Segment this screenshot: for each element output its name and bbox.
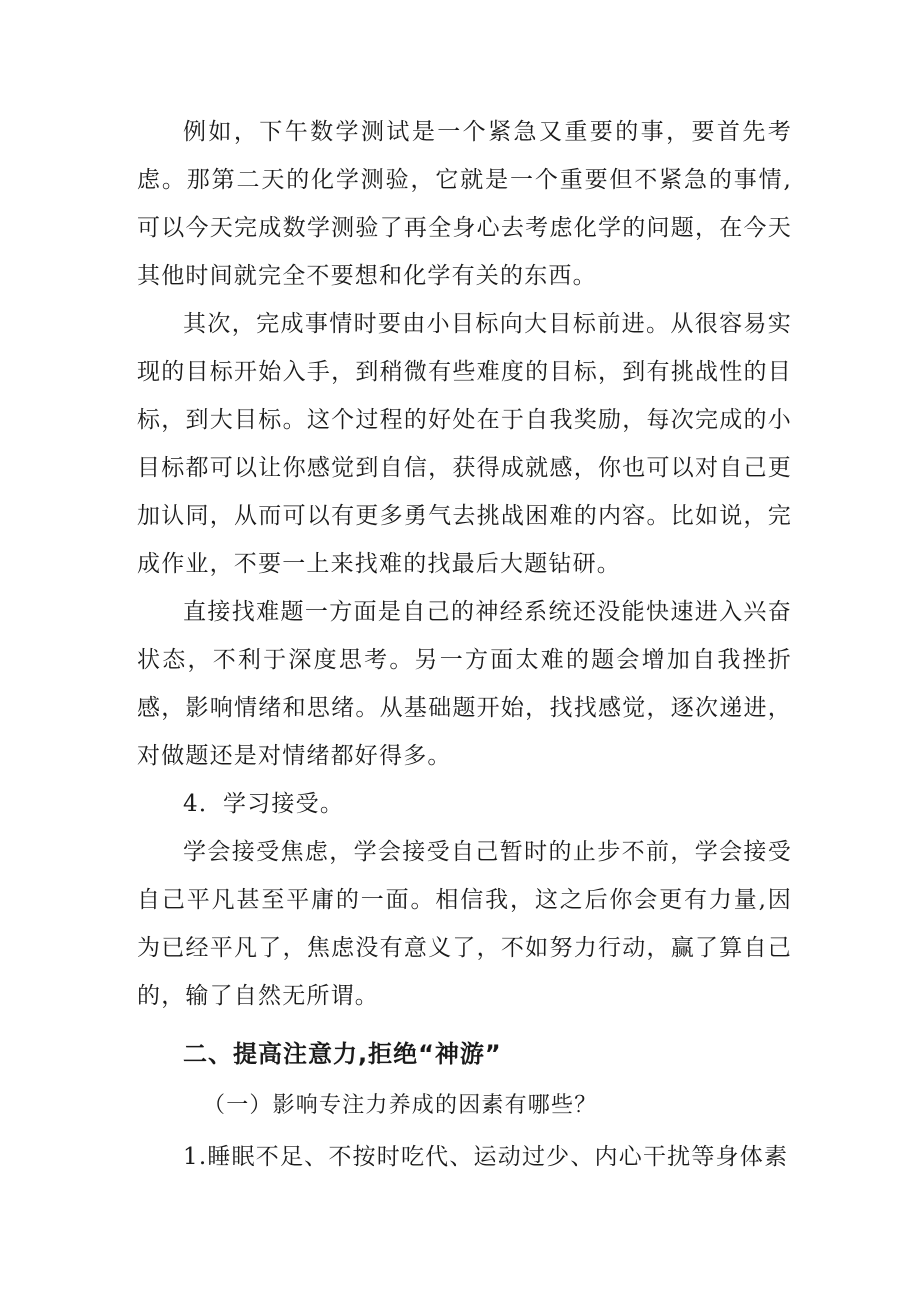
list-item-4: 4．学习接受。 (183, 791, 345, 817)
section-heading: 二、提高注意力,拒绝“神游” (183, 1040, 502, 1068)
subsection-heading: （一）影响专注力养成的因素有哪些？ (203, 1093, 598, 1118)
paragraph-4: 学会接受焦虑，学会接受自己暂时的止步不前，学会接受自己平凡甚至平庸的一面。相信我，这之后你会更有力量,因为已经平凡了，焦虑没有意义了，不如努力行动，赢了算自己的，输了自然无所谓。 (137, 839, 792, 1009)
paragraph-3: 直接找难题一方面是自己的神经系统还没能快速进入兴奋状态，不利于深度思考。另一方面太难的题会增加自我挫折感，影响情绪和思绪。从基础题开始，找找感觉，逐次递进，对做题还是对情绪都好得多。 (137, 599, 792, 769)
paragraph-1: 例如，下午数学测试是一个紧急又重要的事，要首先考虑。那第二天的化学测验，它就是一个重要但不紧急的事情,可以今天完成数学测验了再全身心去考虑化学的问题，在今天其他时间就完全不要想和化学有关的东西。 (137, 119, 792, 289)
list-item-1: 1.睡眠不足、不按时吃代、运动过少、内心干扰等身体素 (183, 1144, 789, 1170)
paragraph-2: 其次，完成事情时要由小目标向大目标前进。从很容易实现的目标开始入手，到稍微有些难度的目标，到有挑战性的目标，到大目标。这个过程的好处在于自我奖励，每次完成的小目标都可以让你感觉到自信，获得成就感，你也可以对自己更加认同，从而可以有更多勇气去挑战困难的内容。比如说，完成作业，不要一上来找难的找最后大题钻研。 (137, 311, 792, 577)
